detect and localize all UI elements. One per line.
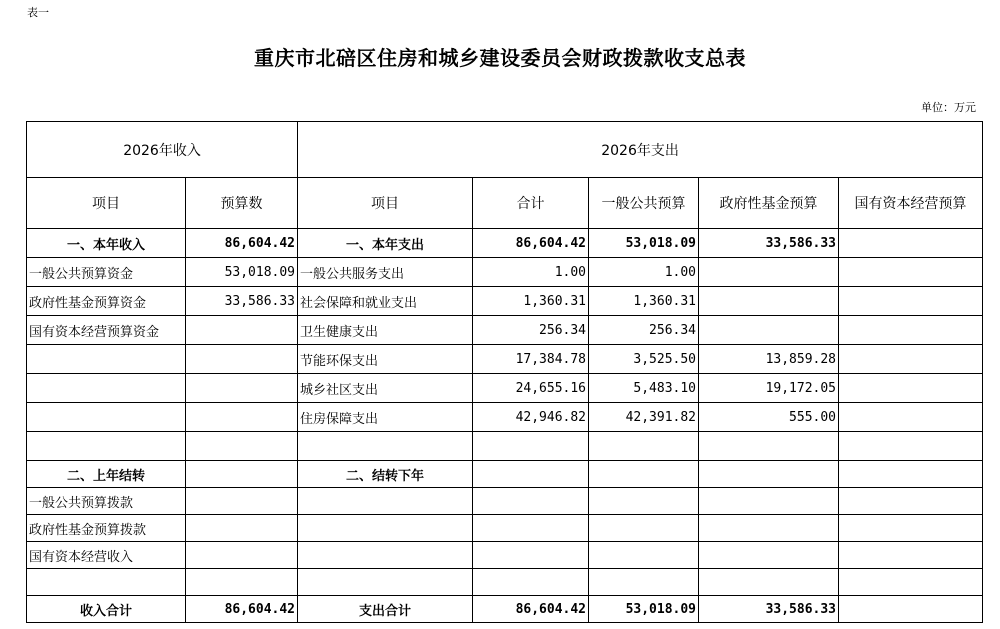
total-header: 合计 bbox=[473, 178, 589, 229]
fund-budget-cell bbox=[699, 542, 839, 569]
expense-item-cell bbox=[298, 488, 473, 515]
income-item-cell: 一般公共预算拨款 bbox=[27, 488, 186, 515]
expense-item-cell bbox=[298, 515, 473, 542]
fund-budget-cell bbox=[699, 258, 839, 287]
income-item-cell: 一、本年收入 bbox=[27, 229, 186, 258]
total-cell: 86,604.42 bbox=[473, 229, 589, 258]
state-capital-cell bbox=[839, 403, 983, 432]
total-cell: 256.34 bbox=[473, 316, 589, 345]
income-item-cell: 收入合计 bbox=[27, 596, 186, 623]
expense-item-header: 项目 bbox=[298, 178, 473, 229]
table-row bbox=[27, 403, 983, 432]
general-budget-cell bbox=[589, 461, 699, 488]
general-budget-cell bbox=[589, 432, 699, 461]
fund-budget-cell bbox=[699, 515, 839, 542]
income-group-header: 2026年收入 bbox=[27, 122, 298, 178]
total-cell bbox=[473, 542, 589, 569]
expense-item-cell bbox=[298, 542, 473, 569]
state-capital-cell bbox=[839, 432, 983, 461]
state-capital-cell bbox=[839, 374, 983, 403]
state-capital-cell bbox=[839, 316, 983, 345]
table-row bbox=[27, 542, 983, 569]
general-budget-cell: 53,018.09 bbox=[589, 229, 699, 258]
expense-item-cell bbox=[298, 432, 473, 461]
income-value-cell bbox=[186, 345, 298, 374]
income-budget-header: 预算数 bbox=[186, 178, 298, 229]
expense-item-cell: 卫生健康支出 bbox=[298, 316, 473, 345]
fund-budget-cell bbox=[699, 287, 839, 316]
expense-item-cell: 城乡社区支出 bbox=[298, 374, 473, 403]
fund-budget-cell: 33,586.33 bbox=[699, 229, 839, 258]
table-row bbox=[27, 287, 983, 316]
fund-budget-cell: 33,586.33 bbox=[699, 596, 839, 623]
page-title: 重庆市北碚区住房和城乡建设委员会财政拨款收支总表 bbox=[254, 46, 746, 70]
income-item-cell bbox=[27, 569, 186, 596]
income-value-cell: 33,586.33 bbox=[186, 287, 298, 316]
fund-budget-cell: 555.00 bbox=[699, 403, 839, 432]
income-value-cell bbox=[186, 432, 298, 461]
income-value-cell bbox=[186, 461, 298, 488]
income-item-cell bbox=[27, 345, 186, 374]
expense-group-header: 2026年支出 bbox=[298, 122, 983, 178]
total-cell: 42,946.82 bbox=[473, 403, 589, 432]
income-value-cell bbox=[186, 569, 298, 596]
general-budget-cell: 53,018.09 bbox=[589, 596, 699, 623]
general-budget-cell: 1.00 bbox=[589, 258, 699, 287]
table-row bbox=[27, 596, 983, 623]
fund-budget-cell bbox=[699, 432, 839, 461]
fund-budget-cell bbox=[699, 461, 839, 488]
income-item-cell: 国有资本经营收入 bbox=[27, 542, 186, 569]
income-value-cell: 86,604.42 bbox=[186, 229, 298, 258]
income-item-cell: 一般公共预算资金 bbox=[27, 258, 186, 287]
general-budget-cell: 256.34 bbox=[589, 316, 699, 345]
finance-table bbox=[26, 121, 983, 623]
fund-budget-cell bbox=[699, 488, 839, 515]
table-row bbox=[27, 569, 983, 596]
income-item-cell: 二、上年结转 bbox=[27, 461, 186, 488]
income-item-cell: 国有资本经营预算资金 bbox=[27, 316, 186, 345]
income-item-cell: 政府性基金预算资金 bbox=[27, 287, 186, 316]
table-row bbox=[27, 432, 983, 461]
general-budget-cell bbox=[589, 515, 699, 542]
table-row bbox=[27, 374, 983, 403]
fund-budget-cell bbox=[699, 569, 839, 596]
unit-label: 单位：万元 bbox=[921, 101, 976, 114]
state-capital-cell bbox=[839, 515, 983, 542]
income-value-cell: 53,018.09 bbox=[186, 258, 298, 287]
total-cell bbox=[473, 488, 589, 515]
expense-item-cell: 一、本年支出 bbox=[298, 229, 473, 258]
state-capital-cell bbox=[839, 488, 983, 515]
income-value-cell bbox=[186, 488, 298, 515]
income-item-cell bbox=[27, 374, 186, 403]
general-budget-cell bbox=[589, 569, 699, 596]
table-row bbox=[27, 515, 983, 542]
fund-budget-cell: 13,859.28 bbox=[699, 345, 839, 374]
table-row bbox=[27, 258, 983, 287]
income-value-cell bbox=[186, 515, 298, 542]
state-capital-cell bbox=[839, 345, 983, 374]
expense-item-cell: 二、结转下年 bbox=[298, 461, 473, 488]
general-budget-cell: 5,483.10 bbox=[589, 374, 699, 403]
table-row bbox=[27, 488, 983, 515]
general-budget-cell: 3,525.50 bbox=[589, 345, 699, 374]
total-cell bbox=[473, 432, 589, 461]
fund-budget-header: 政府性基金预算 bbox=[699, 178, 839, 229]
income-value-cell bbox=[186, 403, 298, 432]
income-item-cell: 政府性基金预算拨款 bbox=[27, 515, 186, 542]
income-item-cell bbox=[27, 432, 186, 461]
total-cell: 1.00 bbox=[473, 258, 589, 287]
general-budget-cell bbox=[589, 542, 699, 569]
table-row bbox=[27, 461, 983, 488]
total-cell bbox=[473, 461, 589, 488]
state-capital-cell bbox=[839, 229, 983, 258]
expense-item-cell: 一般公共服务支出 bbox=[298, 258, 473, 287]
income-value-cell bbox=[186, 316, 298, 345]
table-row bbox=[27, 316, 983, 345]
general-budget-cell: 1,360.31 bbox=[589, 287, 699, 316]
state-capital-cell bbox=[839, 461, 983, 488]
total-cell bbox=[473, 515, 589, 542]
fund-budget-cell: 19,172.05 bbox=[699, 374, 839, 403]
total-cell: 1,360.31 bbox=[473, 287, 589, 316]
state-capital-cell bbox=[839, 258, 983, 287]
total-cell bbox=[473, 569, 589, 596]
table-number: 表一 bbox=[27, 6, 49, 19]
general-budget-cell: 42,391.82 bbox=[589, 403, 699, 432]
table-row bbox=[27, 345, 983, 374]
income-value-cell bbox=[186, 374, 298, 403]
header-row-1 bbox=[27, 122, 983, 178]
state-capital-cell bbox=[839, 569, 983, 596]
income-item-cell bbox=[27, 403, 186, 432]
expense-item-cell: 住房保障支出 bbox=[298, 403, 473, 432]
table-row bbox=[27, 229, 983, 258]
general-budget-header: 一般公共预算 bbox=[589, 178, 699, 229]
fund-budget-cell bbox=[699, 316, 839, 345]
state-capital-cell bbox=[839, 287, 983, 316]
income-value-cell bbox=[186, 542, 298, 569]
total-cell: 86,604.42 bbox=[473, 596, 589, 623]
expense-item-cell bbox=[298, 569, 473, 596]
expense-item-cell: 支出合计 bbox=[298, 596, 473, 623]
state-capital-header: 国有资本经营预算 bbox=[839, 178, 983, 229]
state-capital-cell bbox=[839, 596, 983, 623]
header-row-2 bbox=[27, 178, 983, 229]
income-item-header: 项目 bbox=[27, 178, 186, 229]
total-cell: 17,384.78 bbox=[473, 345, 589, 374]
income-value-cell: 86,604.42 bbox=[186, 596, 298, 623]
expense-item-cell: 社会保障和就业支出 bbox=[298, 287, 473, 316]
total-cell: 24,655.16 bbox=[473, 374, 589, 403]
state-capital-cell bbox=[839, 542, 983, 569]
general-budget-cell bbox=[589, 488, 699, 515]
expense-item-cell: 节能环保支出 bbox=[298, 345, 473, 374]
